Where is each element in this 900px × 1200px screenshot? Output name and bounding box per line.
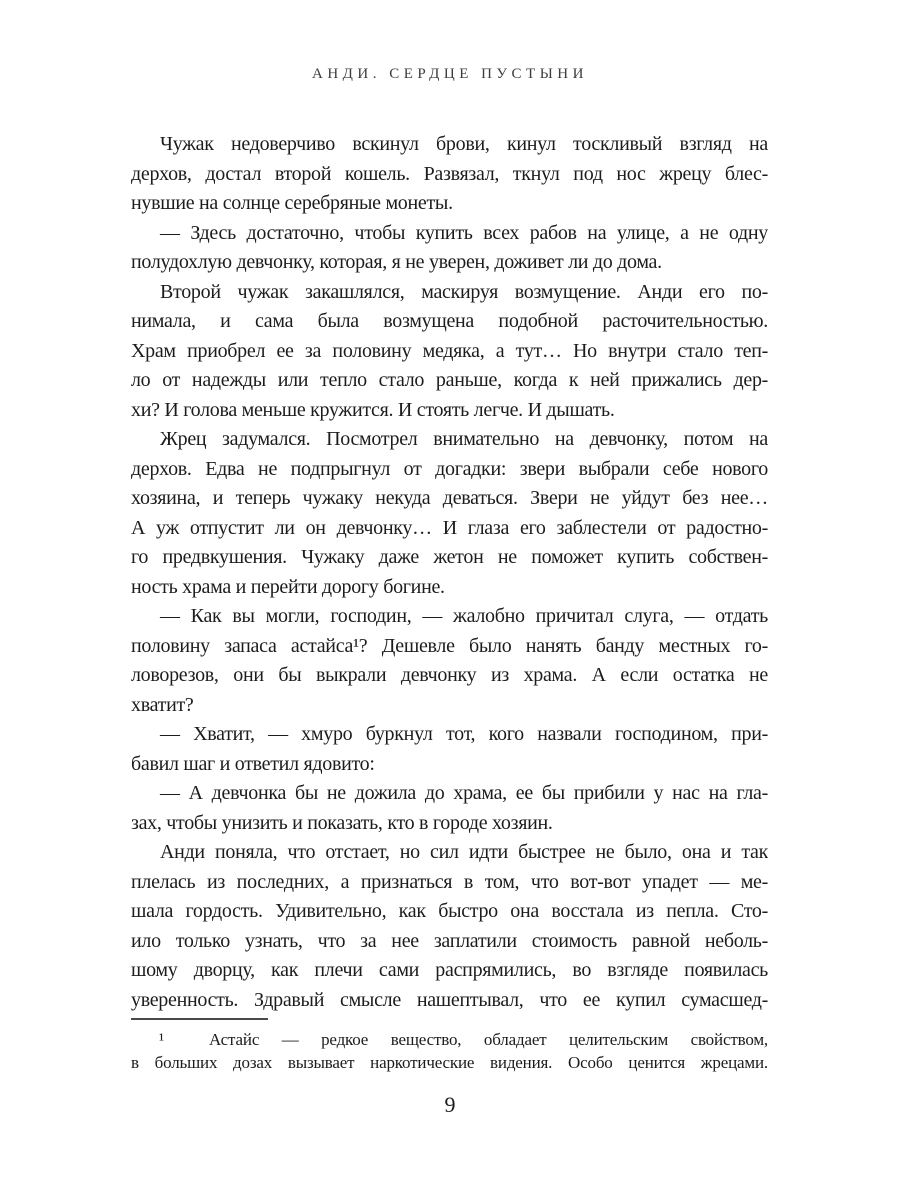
text-line: Чужак недоверчиво вскинул брови, кинул тоскливый взгляд на — [160, 133, 768, 155]
text-line: Второй чужак закашлялся, маскируя возмущение. Анди его по- — [160, 280, 768, 303]
text-line: дерхов, достал второй кошель. Развязал, ткнул под нос жрецу блес- — [131, 162, 768, 185]
paragraph — [131, 838, 768, 1015]
paragraph — [131, 602, 768, 720]
text-line: шала гордость. Удивительно, как быстро она восстала из пепла. Сто- — [131, 900, 768, 922]
text-line: зах, чтобы унизить и показать, кто в городе хозяин. — [131, 811, 553, 834]
text-line: хи? И голова меньше кружится. И стоять легче. И дышать. — [131, 398, 615, 421]
paragraph — [131, 278, 768, 426]
text-line: — Как вы могли, господин, — жалобно причитал слуга, — отдать — [160, 605, 768, 627]
text-line: нувшие на солнце серебряные монеты. — [131, 192, 453, 214]
text-line: хватит? — [131, 693, 194, 716]
text-line: бавил шаг и ответил ядовито: — [131, 752, 375, 775]
text-line: Жрец задумался. Посмотрел внимательно на девчонку, потом на — [160, 428, 768, 450]
footnote-text — [131, 1029, 768, 1074]
text-line: ловорезов, они бы выкрали девчонку из храма. А если остатка не — [131, 664, 768, 686]
footnote-section — [131, 1018, 768, 1074]
text-line: ило только узнать, что за нее заплатили стоимость равной неболь- — [131, 929, 768, 952]
text-line: — А девчонка бы не дожила до храма, ее бы прибили у нас на гла- — [160, 782, 768, 804]
text-line: — Хватит, — хмуро буркнул тот, кого назвали господином, при- — [160, 723, 768, 745]
footnote-line: в больших дозах вызывает наркотические видения. Особо ценится жрецами. — [131, 1052, 768, 1072]
text-line: — Здесь достаточно, чтобы купить всех рабов на улице, а не одну — [160, 221, 768, 244]
footnote-divider — [131, 1018, 268, 1020]
paragraph — [131, 219, 768, 278]
text-line: половину запаса астайса¹? Дешевле было нанять банду местных го- — [131, 634, 768, 657]
paragraph — [131, 720, 768, 779]
page-number: 9 — [444, 1092, 456, 1117]
paragraph — [131, 779, 768, 838]
text-line: дерхов. Едва не подпрыгнул от догадки: звери выбрали себе нового — [131, 457, 768, 480]
paragraph — [131, 130, 768, 219]
text-line: ность храма и перейти дорогу богине. — [131, 575, 445, 598]
text-line: Анди поняла, что отстает, но сил идти быстрее не было, она и так — [160, 841, 768, 863]
text-line: хозяина, и теперь чужаку некуда деваться. Звери не уйдут без нее… — [131, 487, 768, 509]
running-header: АНДИ. СЕРДЦЕ ПУСТЫНИ — [312, 66, 588, 82]
text-line: уверенность. Здравый смысле нашептывал, что ее купил сумасшед- — [131, 988, 768, 1011]
footnote-line: ¹ Астайс — редкое вещество, обладает целительским свойством, — [159, 1030, 768, 1049]
text-line: плелась из последних, а признаться в том, что вот-вот упадет — ме- — [131, 870, 768, 893]
text-line: го предвкушения. Чужаку даже жетон не поможет купить собствен- — [131, 546, 768, 568]
page-body — [131, 130, 768, 1015]
text-line: шому дворцу, как плечи сами распрямились, во взгляде появилась — [131, 959, 768, 981]
text-line: А уж отпустит ли он девчонку… И глаза его заблестели от радостно- — [131, 516, 768, 539]
text-line: нимала, и сама была возмущена подобной расточительностью. — [131, 310, 768, 332]
text-line: полудохлую девчонку, которая, я не уверен, доживет ли до дома. — [131, 251, 662, 273]
text-line: ло от надежды или тепло стало раньше, когда к ней прижались дер- — [131, 369, 768, 391]
text-line: Храм приобрел ее за половину медяка, а тут… Но внутри стало теп- — [131, 339, 768, 362]
paragraph — [131, 425, 768, 602]
